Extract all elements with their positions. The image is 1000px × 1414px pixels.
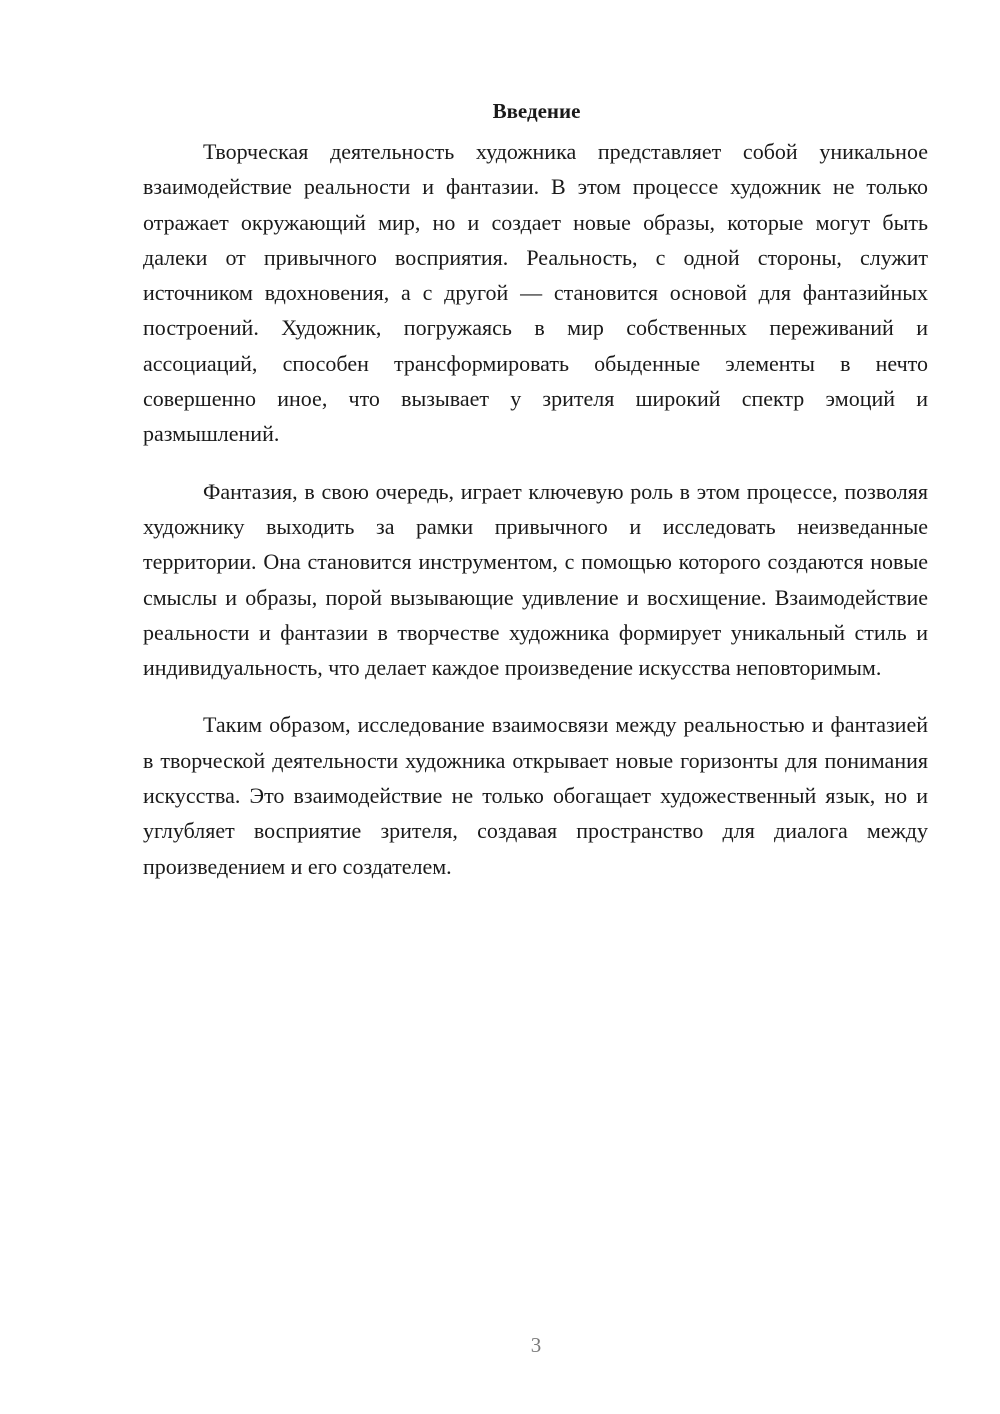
section-heading: Введение: [492, 99, 581, 123]
paragraph-1: Творческая деятельность художника представляет собой уникальное взаимодействие реальности и фантазии. В этом процессе художник не только отражает окружающий мир, но и создает новые образы, которые могут быть далеки от привычного восприятия. Реальность, с одной стороны, служит источником вдохновения, а с другой — становится основой для фантазийных построений. Художник, погружаясь в мир собственных переживаний и ассоциаций, способен трансформировать обыденные элементы в нечто совершенно иное, что вызывает у зрителя широкий спектр эмоций и размышлений.: [143, 139, 928, 447]
page-number: 3: [530, 1333, 542, 1357]
paragraph-2: Фантазия, в свою очередь, играет ключевую роль в этом процессе, позволяя художнику выходить за рамки привычного и исследовать неизведанные территории. Она становится инструментом, с помощью которого создаются новые смыслы и образы, порой вызывающие удивление и восхищение. Взаимодействие реальности и фантазии в творчестве художника формирует уникальный стиль и индивидуальность, что делает каждое произведение искусства неповторимым.: [143, 478, 928, 681]
paragraph-3: Таким образом, исследование взаимосвязи между реальностью и фантазией в творческой деятельности художника открывает новые горизонты для понимания искусства. Это взаимодействие не только обогащает художественный язык, но и углубляет восприятие зрителя, создавая пространство для диалога между произведением и его создателем.: [143, 712, 928, 879]
page-content: [143, 96, 928, 884]
